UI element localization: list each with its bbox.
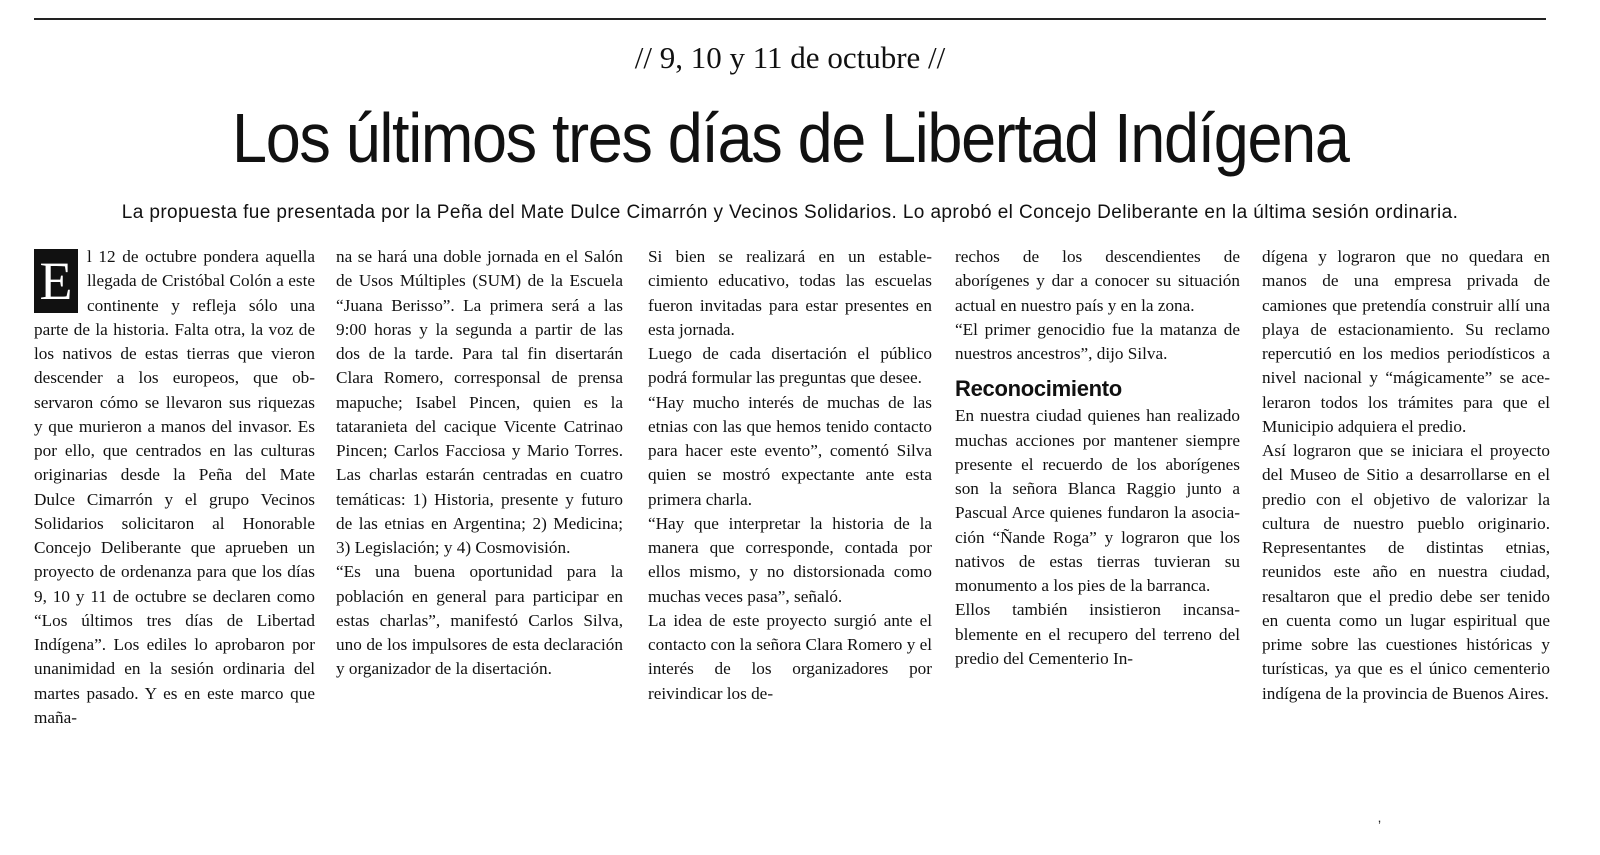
subhead-text: La propuesta fue presentada por la Peña del Mate Dulce Cimarrón y Vecinos Solidarios. Lo aprobó el Concejo Deliberante en la última sesión ordinaria. xyxy=(121,202,1459,223)
column-2-paragraph-1: na se hará una doble jornada en el Salón de Usos Múltiples (SUM) de la Escuela “Juana Berisso”. La primera será a las 9:00 horas y la segunda a partir de las dos de la tarde. Para tal fin disertarán Clara Romero, corresponsal de prensa mapuche; Isabel Pincen, quien es la tataranieta del cacique Vicente Catrinao Pincen; Carlos Facciosa y Mario Torres. Las charlas estarán centradas en cuatro temáticas: 1) Historia, presente y futuro de las etnias en Argentina; 2) Medicina; 3) Legislación; y 4) Cosmovisión. xyxy=(336,247,623,557)
column-3-paragraph-4: “Hay que interpretar la historia de la manera que corresponde, contada por ellos mismo, y no distorsionada como muchas veces pasa”, señaló. xyxy=(648,513,932,606)
article-column-4 xyxy=(955,245,1240,845)
column-4-paragraph-4: Ellos también insistieron incansablemente en el recupero del terreno del predio del Cementerio In- xyxy=(955,600,1240,668)
drop-cap: E xyxy=(34,249,78,313)
column-4-paragraph-2: “El primer genocidio fue la matanza de nuestros ancestros”, dijo Silva. xyxy=(955,319,1240,363)
column-3-paragraph-5: La idea de este proyecto surgió ante el contacto con la señora Clara Romero y el interés de los organizadores por reivindicar los de- xyxy=(648,610,932,703)
column-2-paragraph-2: “Es una buena oportunidad para la población en general para participar en estas charlas”, manifestó Carlos Silva, uno de los impulsores de esta declaración y organizador de la disertación. xyxy=(336,562,623,679)
column-3-paragraph-1: Si bien se realizará en un establecimiento educativo, todas las escuelas fueron invitadas para estar presentes en esta jornada. xyxy=(648,247,932,339)
article-column-3 xyxy=(648,245,932,845)
article-headline xyxy=(0,88,1580,188)
article-subhead xyxy=(0,198,1580,228)
top-rule xyxy=(34,18,1546,20)
section-subtitle: Reconocimiento xyxy=(955,376,1122,402)
column-4-paragraph-3: En nuestra ciudad quienes han realizado muchas acciones por mantener siempre presente el recuerdo de los aborígenes son la señora Blanca Raggio junto a Pascual Arce quienes fundaron la asociación “Ñande Roga” y lograron que los nativos de estas tierras tuvieran su monumento a los pies de la barranca. xyxy=(955,406,1240,595)
kicker-text: // 9, 10 y 11 de octubre // xyxy=(634,40,946,75)
article-kicker xyxy=(0,38,1580,78)
article-column-2 xyxy=(336,245,623,845)
column-5-paragraph-2: Así lograron que se iniciara el proyecto del Museo de Sitio a desarrollarse en el predio con el objetivo de valorizar la cultura de nuestro pueblo originario. Representantes de distintas etnias, reunidos este año en nuestra ciudad, resaltaron que el predio debe ser tenido en cuenta como un lugar espiritual que prime sobre las cuestiones históricas y turísticas, ya que es el único cementerio indígena de la provincia de Buenos Aires. xyxy=(1262,441,1550,703)
scan-mark: ʼ xyxy=(1378,818,1382,834)
headline-text: Los últimos tres días de Libertad Indígena xyxy=(231,99,1349,177)
column-4-paragraph-1: rechos de los descendientes de aborígenes y dar a conocer su situación actual en nuestro país y en la zona. xyxy=(955,247,1240,315)
column-1-paragraph: l 12 de octubre pondera aquella llegada de Cristóbal Colón a este continente y refleja sólo una parte de la historia. Falta otra, la voz de los nativos de estas tierras que vieron descender a los europeos, que observaron cómo se llevaron sus riquezas y que murieron a manos del invasor. Es por ello, que centrados en las culturas originarias desde la Peña del Mate Dulce Cimarrón y el grupo Vecinos Solidarios solicitaron al Honorable Concejo Deliberante que aprueben un proyecto de ordenanza para que los días 9, 10 y 11 de octubre se declaren como “Los últimos tres días de Libertad Indígena”. Los ediles lo aprobaron por unanimidad en la sesión ordinaria del martes pasado. Y es en este marco que maña- xyxy=(34,247,315,727)
column-3-paragraph-2: Luego de cada disertación el público podrá formular las preguntas que desee. xyxy=(648,344,932,388)
article-column-5 xyxy=(1262,245,1550,845)
column-5-paragraph-1: dígena y lograron que no quedara en manos de una empresa privada de camiones que pretendía construir allí una playa de estacionamiento. Su reclamo repercutió en los medios periodísticos a nivel nacional y “mágicamente” se aceleraron todos los trámites para que el Municipio adquiera el predio. xyxy=(1262,247,1550,436)
column-3-paragraph-3: “Hay mucho interés de muchas de las etnias con las que hemos tenido contacto para hacer este evento”, comentó Silva quien se mostró expectante ante esta primera charla. xyxy=(648,392,932,509)
article-column-1 xyxy=(34,245,315,845)
